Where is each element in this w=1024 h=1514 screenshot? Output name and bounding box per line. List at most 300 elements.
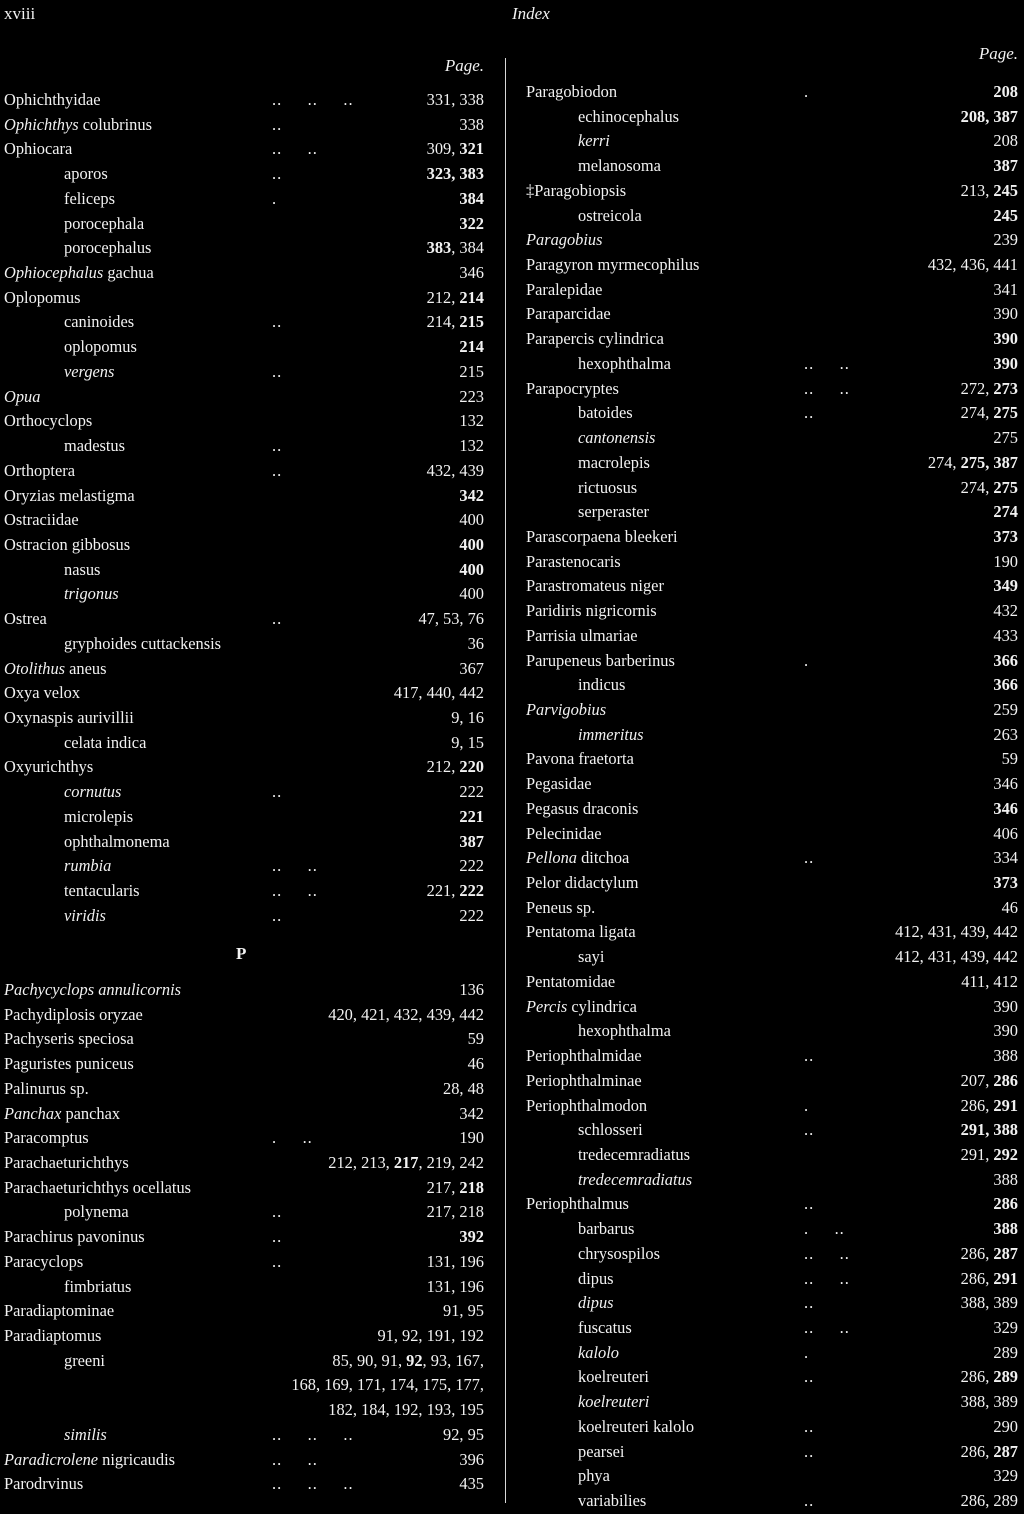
term-part: Parascorpaena bleekeri: [526, 526, 678, 546]
page-references: [993, 426, 1018, 451]
index-entry: [0, 137, 488, 162]
term-part: similis: [64, 1424, 107, 1444]
term-part: cylindrica: [567, 996, 637, 1016]
index-entry: [514, 920, 1022, 945]
page-ref: 390: [993, 1021, 1018, 1041]
page-ref: 214,: [426, 312, 460, 332]
page-references: [993, 1168, 1018, 1193]
index-entry: [0, 1176, 488, 1201]
index-entry: [514, 204, 1022, 229]
term-part: Ophichthyidae: [4, 90, 101, 109]
entry-term: [64, 1423, 107, 1448]
term-part: Pegasus draconis: [526, 798, 639, 818]
page-ref: 400: [459, 534, 484, 554]
page-ref: 366: [993, 650, 1018, 670]
page-references: [427, 879, 484, 904]
page-ref: 432, 439: [426, 460, 484, 480]
index-entry: [0, 236, 488, 261]
page-ref: 132: [459, 436, 484, 456]
page-references: [328, 1003, 484, 1028]
term-part: melanosoma: [578, 156, 661, 176]
index-entry: [514, 1365, 1022, 1390]
page-references: [993, 550, 1018, 575]
leader-dots: .. .. ..: [272, 1474, 354, 1494]
page-ref: 291, 388: [960, 1120, 1018, 1140]
page-references: [993, 228, 1018, 253]
page-ref: 59: [1001, 749, 1018, 769]
entry-term: [64, 1349, 105, 1374]
entry-term: [578, 1217, 634, 1242]
term-part: Oryzias melastigma: [4, 485, 135, 505]
page-references: [459, 978, 484, 1003]
entry-term: [64, 879, 140, 904]
page-references: [459, 261, 484, 286]
index-entry: [514, 105, 1022, 130]
index-entry: [514, 302, 1022, 327]
index-entry: [514, 1291, 1022, 1316]
index-entry: [514, 649, 1022, 674]
leader-dots: ..: [804, 1416, 815, 1436]
entry-term: [4, 1102, 120, 1127]
term-part: barbarus: [578, 1219, 635, 1239]
entry-term: [578, 401, 633, 426]
index-entry: [0, 1052, 488, 1077]
leader-dots: ..: [804, 1120, 815, 1140]
page-ref: 208, 387: [960, 106, 1018, 126]
term-part: immeritus: [578, 724, 644, 744]
leader-dots: ..: [804, 1441, 815, 1461]
index-entry: [0, 978, 488, 1003]
page-references: [993, 772, 1018, 797]
entry-term: [64, 1200, 129, 1225]
page-ref: 218: [459, 1177, 484, 1197]
term-part: Parachaeturichthys ocellatus: [4, 1177, 192, 1197]
page-references: [451, 706, 484, 731]
page-ref: 286, 289: [960, 1491, 1018, 1511]
term-part: fimbriatus: [64, 1276, 132, 1296]
term-part: Periophthalmidae: [526, 1046, 642, 1066]
page-ref: 412, 431, 439, 442: [895, 947, 1018, 967]
leader-dots: ..: [804, 1367, 815, 1387]
entry-term: [578, 1143, 690, 1168]
term-part: Paradicrolene: [4, 1449, 99, 1469]
index-entry: [0, 1373, 488, 1398]
page-ref: 245: [993, 180, 1018, 200]
index-entry: [0, 558, 488, 583]
page-references: [468, 632, 484, 657]
index-entry: [514, 1094, 1022, 1119]
page-references: [459, 508, 484, 533]
term-part: Pachyseris speciosa: [4, 1029, 134, 1049]
page-references: [459, 830, 484, 855]
term-part: vergens: [64, 361, 115, 381]
leader-dots: .. .. ..: [272, 90, 354, 109]
page-ref: 433: [993, 625, 1018, 645]
entry-term: [578, 1118, 643, 1143]
entry-term: [526, 772, 592, 797]
term-part: microlepis: [64, 806, 134, 826]
page-ref: 289: [993, 1342, 1018, 1362]
entry-term: [578, 451, 650, 476]
entry-term: [526, 1094, 647, 1119]
index-entry: [0, 286, 488, 311]
entry-term: [4, 657, 106, 682]
index-entry: [0, 434, 488, 459]
page-references: [459, 780, 484, 805]
leader-dots: ..: [272, 312, 283, 332]
page-references: [418, 607, 484, 632]
page-ref: 9, 15: [451, 732, 484, 752]
page-ref: 420, 421, 432, 439, 442: [328, 1004, 484, 1024]
page-references: [459, 1126, 484, 1151]
page-ref: 346: [459, 263, 484, 283]
leader-dots: .. ..: [272, 1449, 318, 1469]
index-entry: [514, 871, 1022, 896]
index-entry: [0, 1200, 488, 1225]
entry-term: [64, 780, 121, 805]
entry-term: [64, 582, 119, 607]
term-part: Oplopomus: [4, 287, 81, 307]
entry-term: [578, 1168, 692, 1193]
page-references: [328, 1398, 484, 1423]
term-part: koelreuteri: [578, 1392, 650, 1412]
page-ref: 342: [459, 1103, 484, 1123]
leader-dots: .. ..: [272, 856, 318, 876]
leader-dots: ..: [804, 1194, 815, 1214]
index-entry: [514, 747, 1022, 772]
page-ref: 28, 48: [443, 1078, 484, 1098]
page-references: [427, 162, 484, 187]
index-entry: [0, 854, 488, 879]
index-entry: [514, 278, 1022, 303]
page-ref: 291: [993, 1095, 1018, 1115]
page-references: [459, 187, 484, 212]
page-references: [993, 278, 1018, 303]
entry-term: [578, 1341, 619, 1366]
index-entry: [514, 896, 1022, 921]
entry-term: [64, 187, 115, 212]
term-part: phya: [578, 1466, 610, 1486]
page-ref: 286: [993, 1070, 1018, 1090]
index-entry: [514, 1069, 1022, 1094]
entry-term: [4, 484, 135, 509]
page-references: [427, 1275, 484, 1300]
page-references: [459, 1225, 484, 1250]
section-letter: P: [236, 944, 247, 963]
entry-term: [526, 1069, 642, 1094]
page-references: [993, 129, 1018, 154]
entry-term: [578, 1365, 649, 1390]
term-part: indicus: [578, 675, 626, 695]
page-references: [993, 846, 1018, 871]
entry-term: [64, 434, 125, 459]
page-references: [961, 377, 1018, 402]
index-entry: [0, 632, 488, 657]
page-ref: 220: [459, 757, 484, 777]
entry-term: [526, 377, 619, 402]
index-entry: [0, 187, 488, 212]
term-part: ophthalmonema: [64, 831, 170, 851]
leader-dots: .. ..: [804, 1243, 850, 1263]
page-references: [459, 533, 484, 558]
page-ref: 213,: [960, 180, 994, 200]
index-entry: [514, 995, 1022, 1020]
entry-term: [526, 970, 615, 995]
entry-term: [4, 1299, 114, 1324]
term-part: Pelecinidae: [526, 823, 602, 843]
entry-term: [526, 1192, 629, 1217]
page-references: [928, 253, 1018, 278]
entry-term: [4, 978, 181, 1003]
term-part: Pellona: [526, 848, 577, 868]
page-ref: 291,: [960, 1144, 994, 1164]
term-part: Parupeneus barberinus: [526, 650, 675, 670]
term-part: Paradiaptominae: [4, 1301, 115, 1321]
page-ref: 182, 184, 192, 193, 195: [328, 1400, 484, 1420]
page-ref: 400: [459, 510, 484, 530]
term-part: rumbia: [64, 856, 112, 876]
index-entry: [514, 1044, 1022, 1069]
page-ref: 275: [993, 477, 1018, 497]
page-references: [961, 1291, 1018, 1316]
page-ref: 208: [993, 82, 1018, 101]
index-entry: [514, 599, 1022, 624]
index-entry: [514, 550, 1022, 575]
page-ref: 217,: [426, 1177, 460, 1197]
page-ref: 217, 218: [426, 1202, 484, 1222]
page-ref: 396: [459, 1449, 484, 1469]
page-column-label: Page.: [978, 44, 1018, 63]
term-part: Pentatomidae: [526, 971, 616, 991]
index-entry: [0, 360, 488, 385]
entry-term: [578, 1316, 632, 1341]
index-entry: [514, 253, 1022, 278]
page-references: [993, 995, 1018, 1020]
index-entry: [514, 426, 1022, 451]
index-entry: [0, 607, 488, 632]
page-ref: 132: [459, 411, 484, 431]
entry-term: [4, 459, 75, 484]
index-entry: [514, 179, 1022, 204]
page-ref: 190: [459, 1128, 484, 1148]
term-part: dipus: [578, 1268, 614, 1288]
page-references: [459, 1472, 484, 1497]
index-entry: [0, 310, 488, 335]
page-references: [328, 1151, 484, 1176]
index-entry: [0, 1423, 488, 1448]
index-entry: [514, 1217, 1022, 1242]
entry-term: [526, 822, 602, 847]
page-ref: 274,: [960, 403, 994, 423]
term-part: tredecemradiatus: [578, 1169, 693, 1189]
entry-term: [64, 558, 100, 583]
index-entry: [0, 261, 488, 286]
page-ref: 432, 436, 441: [927, 255, 1018, 275]
leader-dots: .: [804, 1095, 810, 1115]
term-part: Ostraciidae: [4, 510, 79, 530]
page-references: [993, 698, 1018, 723]
page-references: [961, 1390, 1018, 1415]
leader-dots: ..: [804, 1046, 815, 1066]
page-references: [427, 459, 484, 484]
page-references: [443, 1423, 484, 1448]
index-entry: [514, 1390, 1022, 1415]
index-entry: [0, 731, 488, 756]
page-references: [961, 1440, 1018, 1465]
term-part: chrysospilos: [578, 1243, 660, 1263]
term-part: Pachycyclops annulicornis: [4, 979, 182, 999]
index-entry: [514, 327, 1022, 352]
page-ref: 412, 431, 439, 442: [895, 922, 1018, 942]
term-part: Pentatoma ligata: [526, 922, 636, 942]
page-ref: 292: [993, 1144, 1018, 1164]
index-entry: [0, 459, 488, 484]
entry-term: [578, 1440, 624, 1465]
entry-term: [4, 88, 101, 113]
page-ref: 239: [993, 230, 1018, 250]
page-ref: 411, 412: [961, 971, 1018, 991]
term-part: Oxynaspis aurivillii: [4, 708, 134, 727]
entry-term: [526, 995, 637, 1020]
page-ref: 222: [459, 782, 484, 802]
page-ref: 388: [993, 1169, 1018, 1189]
entry-term: [4, 261, 154, 286]
page-ref: 286,: [960, 1441, 994, 1461]
entry-term: [526, 179, 626, 204]
entry-term: [4, 1225, 145, 1250]
term-part: Paracomptus: [4, 1128, 89, 1148]
leader-dots: ..: [804, 1491, 815, 1511]
term-part: kerri: [578, 131, 610, 151]
page-references: [459, 854, 484, 879]
term-part: tentacularis: [64, 881, 140, 901]
index-entry: [514, 228, 1022, 253]
term-part: Parachirus pavoninus: [4, 1227, 145, 1247]
entry-term: [578, 1019, 671, 1044]
page-ref: 214: [459, 287, 484, 307]
term-part: nasus: [64, 559, 101, 579]
term-part: Orthoptera: [4, 460, 75, 480]
entry-term: [4, 681, 80, 706]
page-ref: 207,: [960, 1070, 994, 1090]
page-ref: 392: [459, 1227, 484, 1247]
entry-term: [578, 1415, 694, 1440]
running-title: Index: [512, 4, 550, 23]
page-ref: 131, 196: [426, 1276, 484, 1296]
entry-term: [4, 1126, 89, 1151]
page-ref: 331, 338: [426, 90, 484, 109]
leader-dots: .. .. ..: [272, 1424, 354, 1444]
page-ref: 388: [993, 1046, 1018, 1066]
entry-term: [64, 310, 134, 335]
leader-dots: ..: [272, 1227, 283, 1247]
entry-term: [64, 212, 144, 237]
index-entry: [514, 1440, 1022, 1465]
leader-dots: ..: [272, 436, 283, 456]
entry-term: [526, 698, 606, 723]
page-ref: 406: [993, 823, 1018, 843]
index-entry: [514, 797, 1022, 822]
page-references: [459, 904, 484, 929]
page-ref: 400: [459, 559, 484, 579]
page-ref: 47, 53, 76: [418, 609, 484, 629]
index-entry: [0, 1003, 488, 1028]
page-references: [961, 1094, 1018, 1119]
page-ref: 223: [459, 386, 484, 406]
page-references: [993, 871, 1018, 896]
page-ref: 212,: [426, 287, 460, 307]
leader-dots: . ..: [804, 1219, 845, 1239]
page-ref: 221,: [426, 881, 460, 901]
entry-term: [64, 360, 114, 385]
page-ref: 346: [993, 774, 1018, 794]
entry-term: [4, 385, 40, 410]
page-ref: 342: [459, 485, 484, 505]
page-references: [427, 755, 484, 780]
page-ref: 286,: [960, 1268, 994, 1288]
index-entry: [0, 88, 488, 113]
page-ref: 208: [993, 131, 1018, 151]
leader-dots: ..: [272, 164, 283, 184]
term-part: Parrisia ulmariae: [526, 625, 638, 645]
term-part: Palinurus sp.: [4, 1078, 89, 1098]
term-part: Paraparcidae: [526, 304, 611, 324]
page-ref: 387: [993, 156, 1018, 176]
page-references: [993, 822, 1018, 847]
leader-dots: ..: [272, 1202, 283, 1222]
entry-term: [526, 278, 602, 303]
term-part: Paguristes puniceus: [4, 1054, 134, 1074]
page-references: [895, 945, 1018, 970]
page-ref: 383: [426, 238, 452, 258]
page-references: [468, 1052, 484, 1077]
page-references: [443, 1299, 484, 1324]
page-ref: 214: [459, 337, 484, 357]
page-ref: 275, 387: [960, 452, 1018, 472]
page-ref: 290: [993, 1416, 1018, 1436]
leader-dots: .. ..: [272, 139, 318, 159]
page-ref: 289: [993, 1367, 1018, 1387]
entry-term: [578, 1464, 610, 1489]
term-part: rictuosus: [578, 477, 638, 497]
index-entry: [514, 1242, 1022, 1267]
page-references: [993, 1341, 1018, 1366]
page-references: [993, 525, 1018, 550]
index-entry: [514, 772, 1022, 797]
leader-dots: ..: [272, 460, 283, 480]
page-references: [993, 1044, 1018, 1069]
page-references: [961, 1267, 1018, 1292]
page-references: [961, 105, 1018, 130]
folio-number: xviii: [4, 4, 36, 23]
leader-dots: .: [804, 650, 810, 670]
entry-term: [4, 755, 93, 780]
page-ref: 322: [459, 213, 484, 233]
term-part: aporos: [64, 164, 108, 184]
leader-dots: ..: [804, 848, 815, 868]
page-references: [427, 1250, 484, 1275]
term-part: Parastenocaris: [526, 551, 621, 571]
page-references: [961, 1489, 1018, 1514]
page-ref: 263: [993, 724, 1018, 744]
term-part: hexophthalma: [578, 1021, 671, 1041]
page-references: [427, 236, 484, 261]
term-part: Parapercis cylindrica: [526, 329, 664, 349]
index-entry: [0, 755, 488, 780]
page-references: [1002, 896, 1018, 921]
page-references: [993, 1019, 1018, 1044]
page-ref: 46: [467, 1054, 484, 1074]
